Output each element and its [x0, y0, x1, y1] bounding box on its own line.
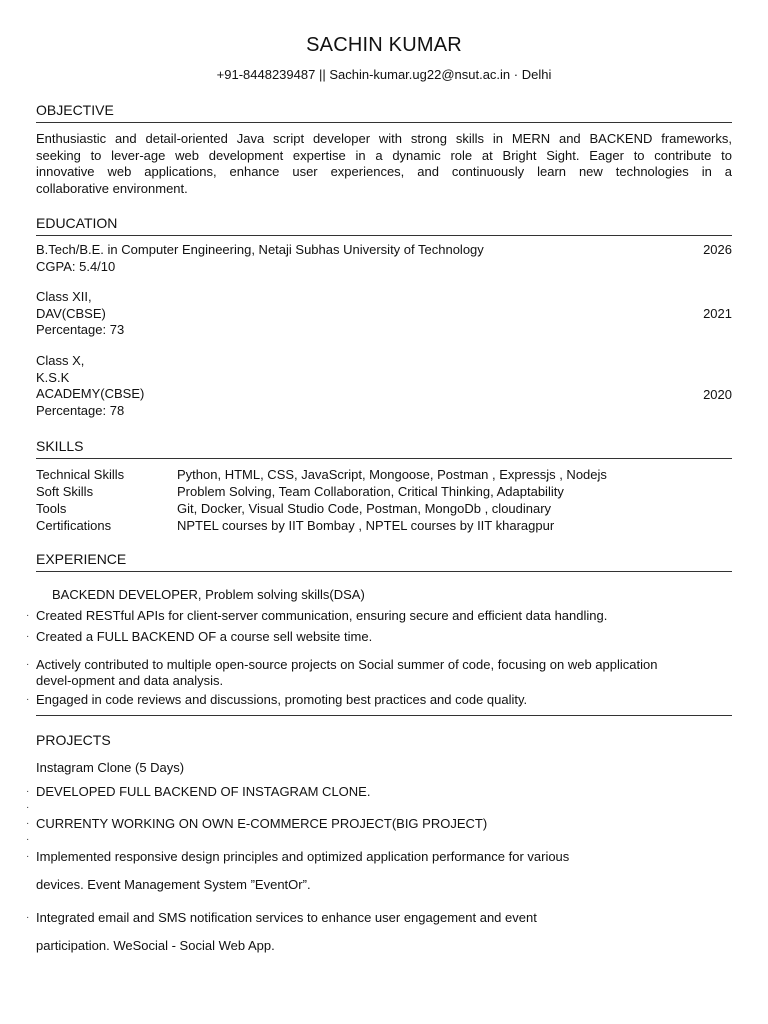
education-year: 2026	[703, 242, 732, 257]
skills-heading: SKILLS	[36, 438, 84, 454]
skill-value: Git, Docker, Visual Studio Code, Postman, MongoDb , cloudinary	[177, 501, 552, 516]
objective-line: collaborative environment.	[36, 180, 188, 196]
skill-value: Python, HTML, CSS, JavaScript, Mongoose, Postman , Expressjs , Nodejs	[177, 467, 607, 482]
experience-end-divider	[36, 715, 732, 716]
education-entry-btech	[36, 242, 484, 275]
education-year: 2021	[703, 306, 732, 321]
bullet-dot: ·	[26, 851, 30, 862]
education-line: Percentage: 73	[36, 322, 125, 337]
project-item: Implemented responsive design principles and optimized application performance for various	[36, 849, 570, 864]
bullet-dot: ·	[26, 912, 30, 923]
skill-label: Certifications	[36, 518, 112, 533]
experience-bullet: Actively contributed to multiple open-source projects on Social summer of code, focusing on web application	[36, 657, 658, 672]
bullet-dot: ·	[26, 802, 30, 813]
contact-line: +91-8448239487 || Sachin-kumar.ug22@nsut.ac.in · Delhi	[216, 67, 552, 82]
education-line: ACADEMY(CBSE)	[36, 386, 145, 401]
bullet-dot: ·	[26, 694, 30, 705]
education-line: B.Tech/B.E. in Computer Engineering, Netaji Subhas University of Technology	[36, 242, 484, 257]
education-line: Class XII,	[36, 289, 92, 304]
education-line: CGPA: 5.4/10	[36, 258, 116, 274]
education-line: DAV(CBSE)	[36, 305, 106, 321]
skill-label: Technical Skills	[36, 467, 125, 482]
projects-heading: PROJECTS	[36, 732, 111, 748]
objective-text	[36, 131, 732, 197]
objective-heading: OBJECTIVE	[36, 102, 114, 118]
project-item: CURRENTY WORKING ON OWN E-COMMERCE PROJECT(BIG PROJECT)	[36, 816, 488, 831]
experience-heading: EXPERIENCE	[36, 551, 127, 567]
project-item: DEVELOPED FULL BACKEND OF INSTAGRAM CLONE.	[36, 784, 371, 799]
objective-line: innovative web applications, enhance user experiences, and continuously learn new technologies in a	[36, 164, 732, 179]
education-line: Percentage: 78	[36, 402, 125, 418]
experience-bullet: Engaged in code reviews and discussions, promoting best practices and code quality.	[36, 692, 528, 707]
objective-divider	[36, 122, 732, 123]
experience-bullet: Created RESTful APIs for client-server communication, ensuring secure and efficient data handling.	[36, 608, 608, 623]
education-line: Class X,	[36, 353, 85, 368]
experience-bullet: Created a FULL BACKEND OF a course sell website time.	[36, 629, 373, 644]
skill-value: NPTEL courses by IIT Bombay , NPTEL courses by IIT kharagpur	[177, 518, 555, 533]
experience-divider	[36, 571, 732, 572]
experience-role: BACKEDN DEVELOPER, Problem solving skills(DSA)	[52, 587, 365, 602]
bullet-dot: ·	[26, 818, 30, 829]
skill-label: Soft Skills	[36, 484, 94, 499]
education-divider	[36, 235, 732, 236]
project-item-continued: devices. Event Management System ”EventOr”.	[36, 877, 311, 892]
education-entry-class-x	[36, 353, 144, 419]
objective-line: Enthusiastic and detail-oriented Java script developer with strong skills in MERN and BACKEND frameworks,	[36, 131, 732, 146]
bullet-dot: ·	[26, 659, 30, 670]
education-line: K.S.K	[36, 369, 70, 385]
project-title: Instagram Clone (5 Days)	[36, 760, 185, 775]
experience-bullet-continued: devel-opment and data analysis.	[36, 673, 224, 688]
skills-divider	[36, 458, 732, 459]
education-year: 2020	[703, 387, 732, 402]
candidate-name: SACHIN KUMAR	[306, 34, 462, 56]
education-heading: EDUCATION	[36, 215, 118, 231]
bullet-dot: ·	[26, 631, 30, 642]
bullet-dot: ·	[26, 834, 30, 845]
objective-line: seeking to lever-age web development expertise in a dynamic role at Bright Sight. Eager to contribute to	[36, 147, 732, 163]
project-item: Integrated email and SMS notification services to enhance user engagement and event	[36, 910, 537, 925]
bullet-dot: ·	[26, 786, 30, 797]
skill-value: Problem Solving, Team Collaboration, Critical Thinking, Adaptability	[177, 484, 564, 499]
education-entry-class-xii	[36, 289, 124, 339]
bullet-dot: ·	[26, 610, 30, 621]
skill-label: Tools	[36, 501, 67, 516]
project-item-continued: participation. WeSocial - Social Web App.	[36, 938, 275, 953]
